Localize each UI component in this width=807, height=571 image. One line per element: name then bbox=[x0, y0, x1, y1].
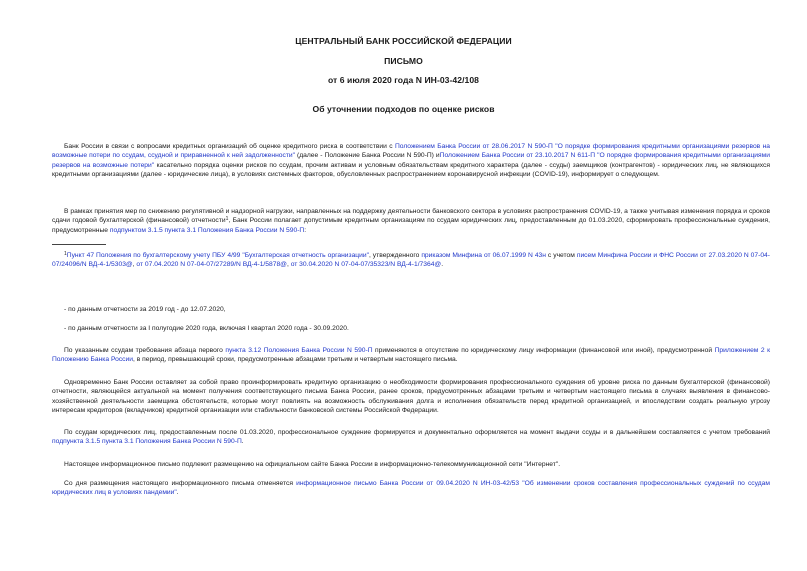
text: , bbox=[286, 261, 291, 269]
link-paragraph-3-12[interactable]: пункта 3.12 Положения Банка России N 590-П bbox=[225, 347, 373, 354]
text: Банк России в связи с вопросами кредитных организаций об оценке кредитного риска в соответствии с bbox=[64, 143, 395, 150]
text: : bbox=[304, 226, 307, 234]
link-pbu-4-99[interactable]: Пункт 47 Положения по бухгалтерскому учету ПБУ 4/99 "Бухгалтерская отчетность организации" bbox=[66, 252, 369, 259]
text: , Банк России полагает допустимым кредитным организациям по ссудам юридических лиц, предоставленным до 01.03.2020, сформировать профессиональные суждения, предусмотренные bbox=[52, 217, 770, 234]
link-minfin-fns-letter-3[interactable]: от 30.04.2020 N 07-04-07/35323/N ВД-4-1/7364@ bbox=[290, 261, 442, 269]
paragraph-measures bbox=[52, 207, 770, 235]
link-regulation-590p[interactable]: Положением Банка России от 28.06.2017 N 590-П "О порядке формирования кредитными организациями резервов на возможные потери по ссудам, ссудной и приравненной к ней задолженности" bbox=[52, 143, 770, 160]
text: . bbox=[441, 261, 444, 269]
text: . bbox=[176, 489, 179, 497]
link-appendix-2[interactable]: Приложением 2 к Положению Банка России bbox=[52, 347, 770, 364]
text: касательно порядка оценки рисков по ссудам, прочим активам и условным обязательствам кредитного характера (далее - ссуды) заемщиков (контрагентов) - юридических лиц, не являющихся кредитными организациями (далее - юридические лица), в условиях системных факторов, обусловленных распространением коронавирусной инфекции (COVID-19), информирует о следующем. bbox=[52, 161, 770, 179]
footnote bbox=[52, 251, 770, 270]
paragraph-requirements bbox=[52, 346, 770, 365]
paragraph-publication: Настоящее информационное письмо подлежит размещению на официальном сайте Банка России в информационно-телекоммуникационной сети "Интернет". bbox=[64, 461, 561, 468]
paragraph-intro bbox=[52, 142, 770, 179]
text: с учетом bbox=[545, 252, 577, 259]
text: (далее - Положение Банка России N 590-П) и bbox=[295, 152, 440, 160]
text: , в период, превышающий сроки, предусмотренные абзацами третьим и четвертым настоящего письма. bbox=[133, 356, 458, 364]
link-minfin-order[interactable]: приказом Минфина от 06.07.1999 N 43н bbox=[421, 252, 546, 259]
paragraph-right-to-inform: Одновременно Банк России оставляет за собой право проинформировать кредитную организацию о необходимости формирования профессионального суждения об уровне риска по данным бухгалтерской (финансовой) отчетности, являющейся актуальной на момент получения соответствующего письма Банка России, ранее сроков, предусмотренных абзацами третьим и четвертым настоящего письма в случаях выявления в финансово-хозяйственной деятельности заемщика обстоятельств, которые могут повлиять на возможность обслуживания долга и исполнения обязательств перед кредитной организацией, и впоследствии создать реальную угрозу интересам кредиторов (вкладчиков) кредитной организации или стабильности банковской системы Российской Федерации. bbox=[52, 379, 770, 415]
list-item-2020: - по данным отчетности за I полугодие 2020 года, включая I квартал 2020 года - 30.09.2020. bbox=[64, 325, 349, 332]
text: , bbox=[132, 261, 137, 269]
footnote-ref[interactable]: 1 bbox=[225, 216, 229, 223]
link-subparagraph-3-1-5[interactable]: подпунктом 3.1.5 пункта 3.1 Положения Банка России N 590-П bbox=[109, 226, 305, 234]
footnote-mark: 1 bbox=[64, 251, 67, 257]
text: , утвержденного bbox=[368, 252, 422, 259]
link-minfin-fns-letter-2[interactable]: от 07.04.2020 N 07-04-07/27289/N ВД-4-1/5878@ bbox=[136, 261, 287, 269]
document-org: ЦЕНТРАЛЬНЫЙ БАНК РОССИЙСКОЙ ФЕДЕРАЦИИ bbox=[295, 36, 512, 46]
text: . bbox=[241, 438, 244, 446]
document-subject: Об уточнении подходов по оценке рисков bbox=[312, 104, 495, 114]
text: По ссудам юридических лиц, предоставленным после 01.03.2020, профессиональное суждение формируется и документально оформляется на момент выдачи ссуды и в дальнейшем составляется с учетом требований bbox=[64, 429, 770, 436]
paragraph-new-loans bbox=[52, 428, 770, 447]
document-type: ПИСЬМО bbox=[384, 56, 423, 66]
text: По указанным ссудам требования абзаца первого bbox=[64, 347, 226, 354]
paragraph-revocation bbox=[52, 479, 770, 498]
link-subparagraph-3-1-5-b[interactable]: подпункта 3.1.5 пункта 3.1 Положения Банка России N 590-П bbox=[52, 438, 242, 446]
link-letter-in-03-42-53[interactable]: информационное письмо Банка России от 09.04.2020 N ИН-03-42/53 "Об изменении сроков составления профессиональных суждений по ссудам юридических лиц в условиях пандемии" bbox=[52, 480, 770, 497]
text: Со дня размещения настоящего информационного письма отменяется bbox=[64, 480, 297, 487]
document-date-number: от 6 июля 2020 года N ИН-03-42/108 bbox=[327, 75, 480, 85]
list-item-2019: - по данным отчетности за 2019 год - до 12.07.2020, bbox=[64, 306, 226, 313]
link-regulation-611p[interactable]: Положением Банка России от 23.10.2017 N 611-П "О порядке формирования кредитными организациями резервов на возможные потери" bbox=[52, 152, 770, 169]
link-minfin-fns-letter-1[interactable]: писем Минфина России и ФНС России от 27.03.2020 N 07-04-07/24096/N ВД-4-1/5303@ bbox=[52, 252, 771, 269]
footnote-divider bbox=[52, 244, 106, 245]
text: применяются в отсутствие по юридическому лицу информации (финансовой или иной), предусмотренной bbox=[372, 347, 715, 354]
text: В рамках принятия мер по снижению регулятивной и надзорной нагрузки, направленных на поддержку деятельности банковского сектора в условиях распространения COVID-19, а также учитывая изменения порядка и сроков сдачи годовой бухгалтерской (финансовой) отчетности bbox=[52, 208, 770, 225]
